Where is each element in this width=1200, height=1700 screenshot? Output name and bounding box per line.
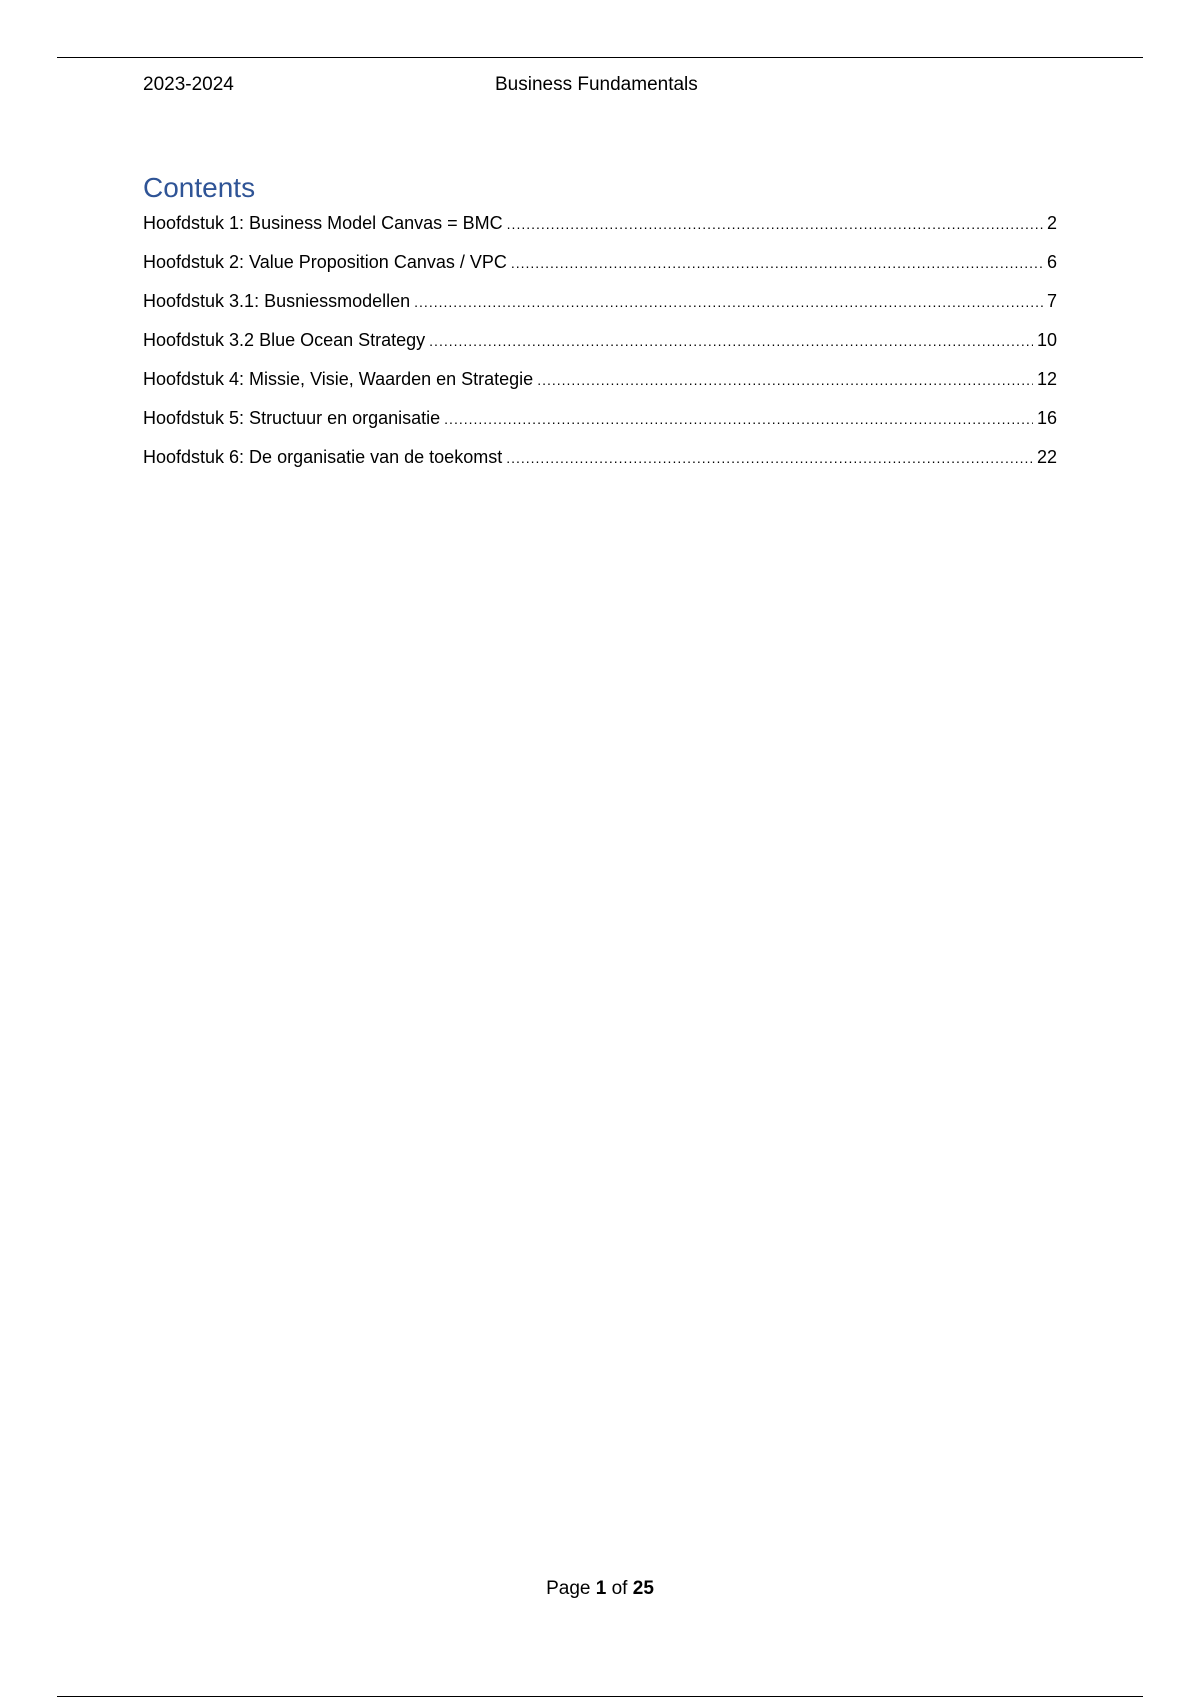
toc-entry-page: 12 (1036, 369, 1057, 389)
toc-dot-leader (507, 211, 1043, 237)
toc-entry[interactable] (143, 444, 1057, 483)
footer-of-word: of (611, 1578, 628, 1599)
toc-dot-leader (506, 445, 1033, 471)
toc-entry-page: 2 (1046, 213, 1057, 233)
toc-entry[interactable] (143, 288, 1057, 327)
toc-entry[interactable] (143, 249, 1057, 288)
toc-entry-page: 6 (1046, 252, 1057, 272)
toc-entry-title: Hoofdstuk 4: Missie, Visie, Waarden en Strategie (143, 369, 534, 389)
header-rule (57, 57, 1143, 58)
toc-entry-title: Hoofdstuk 5: Structuur en organisatie (143, 408, 441, 428)
toc-entry-page: 7 (1046, 291, 1057, 311)
toc-entry-title: Hoofdstuk 1: Business Model Canvas = BMC (143, 213, 503, 233)
toc-entry[interactable] (143, 327, 1057, 366)
toc-dot-leader (444, 406, 1033, 432)
toc-entry-title: Hoofdstuk 3.2 Blue Ocean Strategy (143, 330, 426, 350)
page-header (143, 72, 1057, 98)
toc-heading: Contents (143, 172, 256, 203)
toc-entry-page: 22 (1036, 447, 1057, 467)
footer-total-pages: 25 (632, 1578, 654, 1599)
toc-dot-leader (537, 367, 1033, 393)
table-of-contents (143, 210, 1057, 483)
header-year: 2023-2024 (143, 74, 234, 95)
toc-dot-leader (511, 250, 1043, 276)
toc-entry-title: Hoofdstuk 6: De organisatie van de toekomst (143, 447, 503, 467)
footer-rule (57, 1696, 1143, 1697)
page-footer (0, 1576, 1200, 1602)
toc-dot-leader (414, 289, 1043, 315)
toc-entry[interactable] (143, 366, 1057, 405)
footer-page-word: Page (546, 1578, 591, 1599)
toc-entry-title: Hoofdstuk 3.1: Busniessmodellen (143, 291, 411, 311)
toc-entry-page: 10 (1036, 330, 1057, 350)
header-document-title: Business Fundamentals (495, 74, 698, 95)
toc-entry[interactable] (143, 405, 1057, 444)
footer-current-page: 1 (595, 1578, 607, 1599)
toc-dot-leader (429, 328, 1033, 354)
toc-entry-page: 16 (1036, 408, 1057, 428)
toc-entry[interactable] (143, 210, 1057, 249)
toc-entry-title: Hoofdstuk 2: Value Proposition Canvas / VPC (143, 252, 507, 272)
